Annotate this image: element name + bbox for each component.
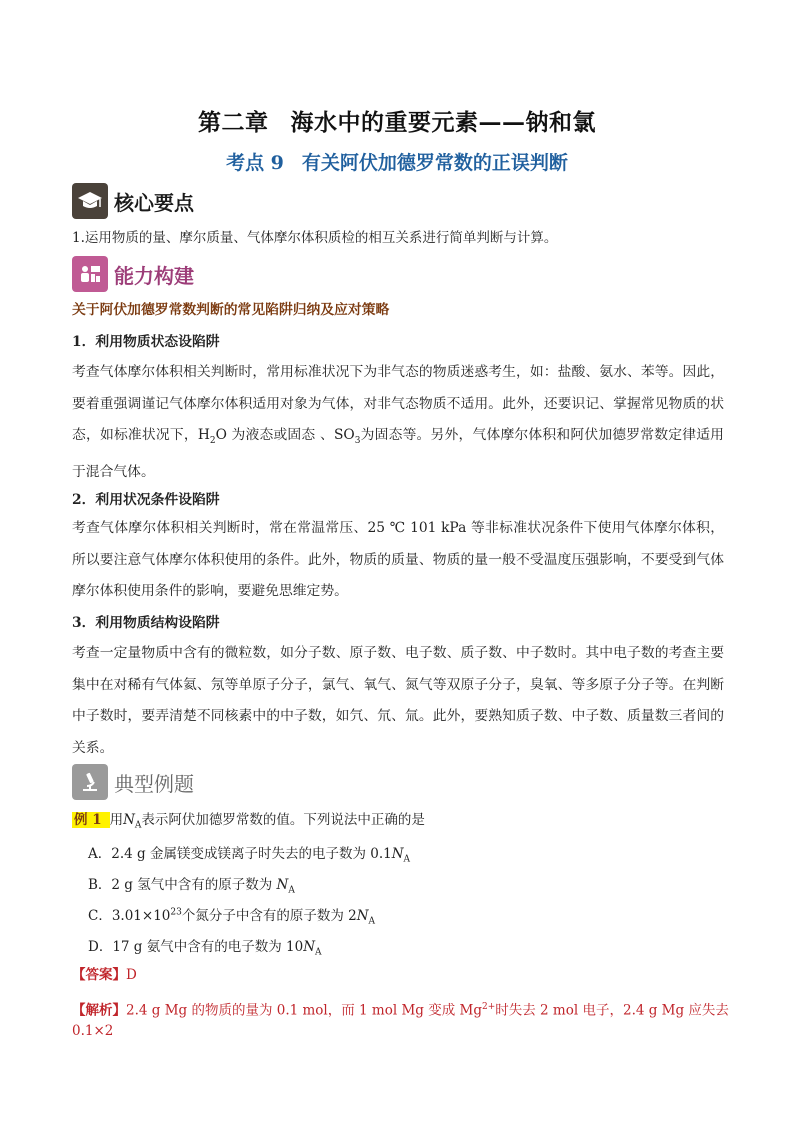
example-question: 例 1 用$N_A$表示阿伏加德罗常数的值。下列说法中正确的是 (74, 812, 425, 831)
trap-paragraph-3: 考查一定量物质中含有的微粒数，如分子数、原子数、电子数、质子数、中子数时。其中电子数的考查主要集中在对稀有气体氦、氖等单原子分子，氯气、氧气、氮气等双原子分子，臭氧、等多原子分子等。在判断中子数时，要弄清楚不同核素中的中子数，如氕、氘、氚。此外，要熟知质子数、中子数、质量数三者间的关系。 (72, 645, 724, 756)
analysis-label: 【解析】 (72, 1002, 126, 1019)
trap-heading-3: 3．利用物质结构设陷阱 (72, 615, 220, 631)
section-core-header (72, 183, 194, 219)
section-ability-header (72, 256, 194, 292)
chapter-name: 海水中的重要元素——钠和氯 (290, 109, 596, 136)
answer-line (72, 965, 722, 985)
option-a: A．2.4 g 金属镁变成镁离子时失去的电子数为 $0.1N_A$ (88, 846, 411, 865)
ability-subtitle: 关于阿伏加德罗常数判断的常见陷阱归纳及应对策略 (72, 302, 390, 318)
chapter-title (0, 104, 794, 137)
core-item: 1.运用物质的量、摩尔质量、气体摩尔体积质检的相互关系进行简单判断与计算。 (72, 230, 558, 246)
microscope-icon (72, 764, 108, 800)
trap-paragraph-1: 考查气体摩尔体积相关判断时，常用标准状况下为非气态的物质迷惑考生，如：盐酸、氨水、苯等。因此，要着重强调谨记气体摩尔体积适用对象为气体，对非气态物质不适用。此外，还要识记、掌握常见物质的状态，如标准状况下，$H_2O$ 为液态或固态 、$SO_3$为固态等。另外，气体摩尔体积和阿伏加德罗常数定律适用于混合气体。 (72, 364, 724, 481)
option-d: D．17 g 氨气中含有的电子数为 $10N_A$ (88, 939, 322, 958)
graduation-cap-icon (72, 183, 108, 219)
section-core-title: 核心要点 (114, 190, 194, 215)
analysis-line: 【解析】2.4 g Mg 的物质的量为 0.1 mol，而 1 mol Mg 变成 $Mg^{2+}$时失去 2 mol 电子，2.4 g Mg 应失去 0.1×2 (72, 1002, 729, 1039)
option-c: C．$3.01\times 10^{23}$个氮分子中含有的原子数为 $2N_A$ (88, 907, 376, 927)
trap-paragraph-2: 考查气体摩尔体积相关判断时，常在常温常压、25 ℃ 101 kPa 等非标准状况条件下使用气体摩尔体积，所以要注意气体摩尔体积使用的条件。此外，物质的质量、物质的量一般不受温度压强影响，不要受到气体摩尔体积使用条件的影响，要避免思维定势。 (72, 520, 724, 599)
trap-heading-2: 2．利用状况条件设陷阱 (72, 492, 220, 508)
section-example-title: 典型例题 (114, 771, 194, 796)
topic-title (0, 148, 794, 175)
option-b: B．2 g 氢气中含有的原子数为 $N_A$ (88, 877, 295, 896)
chapter-number: 第二章 (198, 109, 269, 136)
section-ability-title: 能力构建 (114, 263, 194, 288)
trap-heading-1: 1．利用物质状态设陷阱 (72, 334, 220, 350)
topic-number: 考点 9 (226, 152, 284, 174)
team-icon (72, 256, 108, 292)
answer-label: 【答案】 (72, 967, 126, 983)
answer-value: D (126, 967, 137, 983)
topic-name: 有关阿伏加德罗常数的正误判断 (301, 152, 568, 174)
example-label: 例 1 (72, 812, 110, 828)
section-example-header (72, 764, 194, 800)
